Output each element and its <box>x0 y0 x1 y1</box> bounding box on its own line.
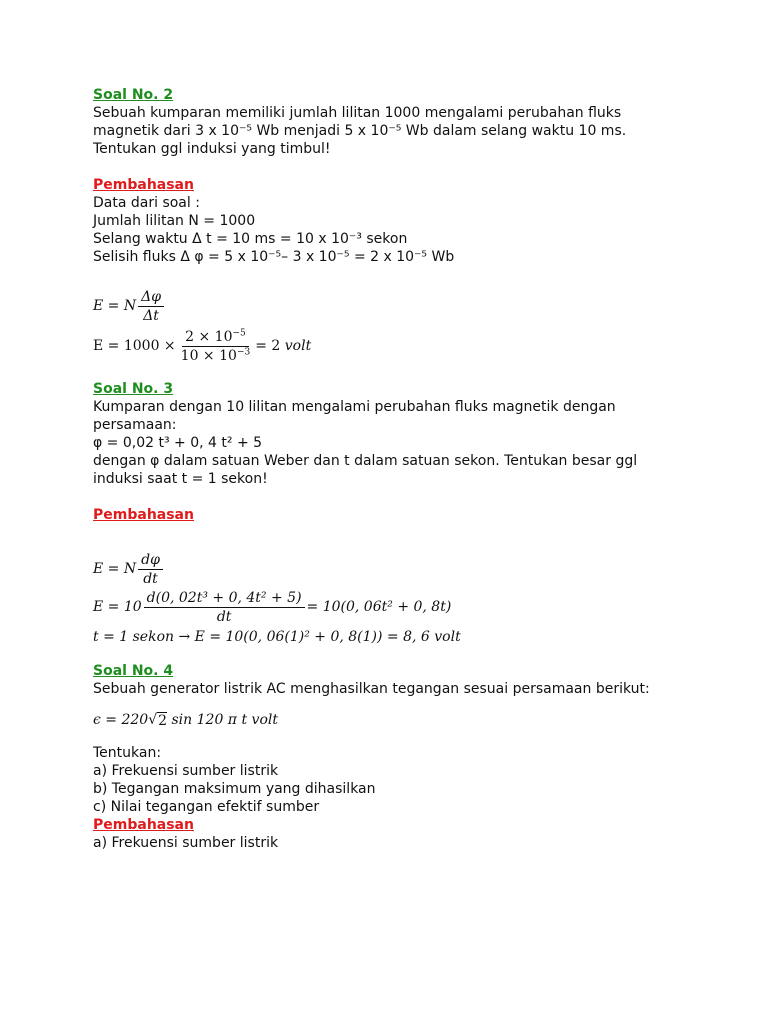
soal-4-answer-a: a) Frekuensi sumber listrik <box>93 835 279 851</box>
formula-numerator-exponent: −5 <box>232 327 246 338</box>
formula-lhs: ϵ = 220 <box>93 712 149 728</box>
formula-numerator: 2 × 10 <box>185 328 233 345</box>
soal-2-solution-line-1: Data dari soal : <box>93 195 200 211</box>
formula-denominator: dt <box>216 608 232 625</box>
formula-lhs: E = N <box>93 298 137 314</box>
soal-3-question-line-4: dengan φ dalam satuan Weber dan t dalam satuan sekon. Tentukan besar ggl <box>93 453 638 469</box>
sqrt-symbol: √ <box>148 712 158 728</box>
soal-2-formula-1 <box>93 286 713 326</box>
soal-4-tentukan: Tentukan: <box>93 745 162 761</box>
formula-denominator: dt <box>143 570 158 587</box>
document-content <box>93 86 713 852</box>
formula-denominator-exponent: −3 <box>236 346 251 357</box>
formula-fraction <box>138 289 164 324</box>
formula-rhs: sin 120 π t volt <box>171 712 278 728</box>
soal-3-formula-3 <box>93 626 713 648</box>
formula-fraction <box>178 329 254 364</box>
soal-3-question-line-3: φ = 0,02 t³ + 0, 4 t² + 5 <box>93 435 263 451</box>
soal-2-question-line-1: Sebuah kumparan memiliki jumlah lilitan 1000 mengalami perubahan fluks <box>93 105 622 121</box>
soal-2-pembahasan-heading: Pembahasan <box>93 177 194 193</box>
formula-lhs: E = N <box>93 561 137 577</box>
soal-2-formula-2 <box>93 326 713 366</box>
formula-unit: volt <box>284 338 312 354</box>
formula-fraction <box>144 590 305 625</box>
soal-2-solution-line-2: Jumlah lilitan N = 1000 <box>93 213 256 229</box>
soal-2-solution-line-3: Selang waktu Δ t = 10 ms = 10 x 10⁻³ sekon <box>93 231 408 247</box>
soal-3-question-line-2: persamaan: <box>93 417 177 433</box>
soal-3-formula-2 <box>93 588 713 626</box>
soal-3-question-line-5: induksi saat t = 1 sekon! <box>93 471 268 487</box>
formula-lhs: E = 1000 × <box>93 338 176 354</box>
formula-numerator: Δφ <box>141 288 162 305</box>
formula-lhs: E = 10 <box>93 599 142 615</box>
formula-rhs: = 10(0, 06t² + 0, 8t) <box>306 599 452 615</box>
soal-4-item-c: c) Nilai tegangan efektif sumber <box>93 799 320 815</box>
soal-3-question-line-1: Kumparan dengan 10 lilitan mengalami perubahan fluks magnetik dengan <box>93 399 616 415</box>
soal-4-formula <box>93 708 713 732</box>
formula-numerator: d(0, 02t³ + 0, 4t² + 5) <box>146 589 302 606</box>
soal-4-item-a: a) Frekuensi sumber listrik <box>93 763 279 779</box>
soal-3-heading: Soal No. 3 <box>93 381 174 397</box>
soal-2-heading: Soal No. 2 <box>93 87 174 103</box>
soal-4-item-b: b) Tegangan maksimum yang dihasilkan <box>93 781 376 797</box>
soal-2-question-line-2: magnetik dari 3 x 10⁻⁵ Wb menjadi 5 x 10⁻⁵ Wb dalam selang waktu 10 ms. <box>93 123 627 139</box>
soal-4-pembahasan-heading: Pembahasan <box>93 817 194 833</box>
soal-2-question-line-3: Tentukan ggl induksi yang timbul! <box>93 141 331 157</box>
soal-2-solution-line-4: Selisih fluks Δ φ = 5 x 10⁻⁵– 3 x 10⁻⁵ = 2 x 10⁻⁵ Wb <box>93 249 455 265</box>
soal-3-pembahasan-heading: Pembahasan <box>93 507 194 523</box>
formula-numerator: dφ <box>141 551 160 568</box>
soal-3-formula-1 <box>93 550 713 588</box>
formula-rhs: = 2 <box>255 338 281 354</box>
formula-text: t = 1 sekon → E = 10(0, 06(1)² + 0, 8(1)) = 8, 6 volt <box>93 629 461 645</box>
formula-denominator: Δt <box>143 307 159 324</box>
formula-fraction <box>138 552 163 587</box>
soal-4-heading: Soal No. 4 <box>93 663 174 679</box>
formula-sqrt-content: 2 <box>158 712 168 729</box>
formula-denominator: 10 × 10 <box>180 347 237 364</box>
soal-4-question: Sebuah generator listrik AC menghasilkan tegangan sesuai persamaan berikut: <box>93 681 650 697</box>
